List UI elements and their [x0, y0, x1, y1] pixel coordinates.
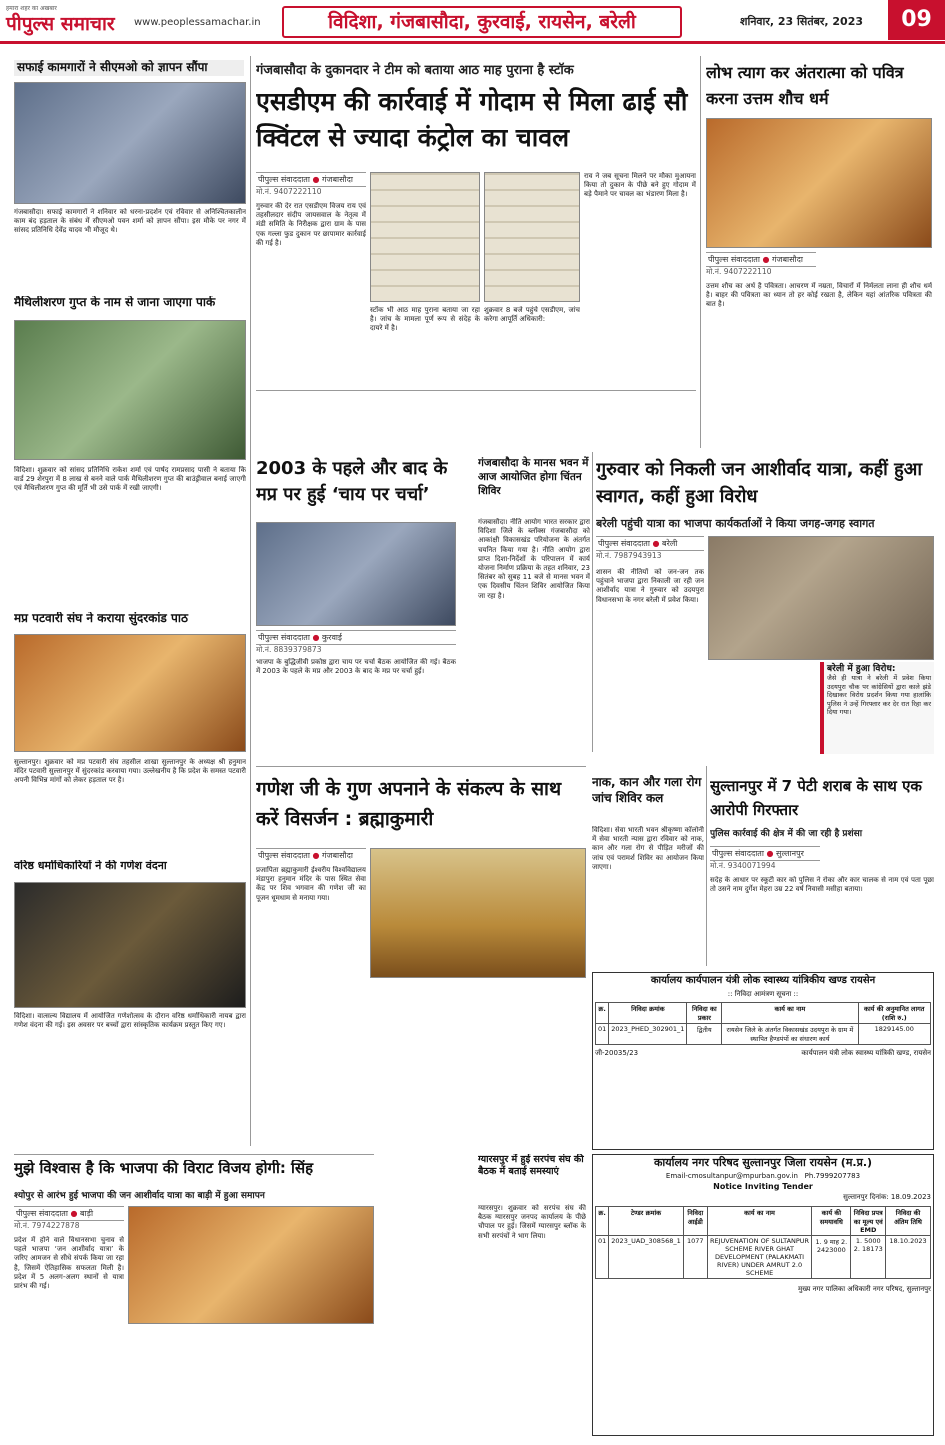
yatra-photo	[708, 536, 934, 660]
tender-phe-table: क्र. निविदा क्रमांक निविदा का प्रकार कार्य का नाम कार्य की अनुमानित लागत (राशि रु.) 01 2023_PHED_302901_1 द्वितीय रायसेन जिले के अंतर्गत विकासखंड उदयपुरा के ग्राम में स्थापित हैण्डपंपों का संधारण कार्य 1829145.00	[595, 1002, 931, 1045]
liquor-headline[interactable]: सुल्तानपुर में 7 पेटी शराब के साथ एक आरोपी गिरफ्तार	[710, 777, 922, 819]
bjp-sub: श्योपुर से आरंभ हुई भाजपा की जन आशीर्वाद यात्रा का बाड़ी में हुआ समापन	[14, 1191, 265, 1201]
liquor-byline-box: पीपुल्स संवाददाता ● सुल्तानपुर मो.नं. 9340071994	[710, 846, 820, 872]
left-story-3-body: सुल्तानपुर। शुक्रवार को मप्र पटवारी संघ तहसील शाखा सुल्तानपुर के अध्यक्ष श्री हनुमान मंदिर पटवारी सुल्तानपुर में सुंदरकांड करवाया गया। उल्लेखनीय है कि प्रदेश के समस्त पटवारी अपनी विभिन्न मांगों को लेकर हड़ताल पर है।	[14, 758, 246, 785]
manas-body: गंजबासौदा। नीति आयोग भारत सरकार द्वारा विदिशा जिले के ब्लॉक्स गंजबासौदा को आकांक्षी विकासखंड परियोजना के अंतर्गत चयनित किया गया है। नीति आयोग द्वारा प्राप्त दिशा-निर्देशों के परिपालन में कार्य योजना निर्माण प्रक्रिया के तहत शनिवार, 23 सितंबर को सुबह 11 बजे से मानस भवन में एक दिवसीय चिंतन शिविर आयोजित किया जा रहा है।	[478, 518, 590, 600]
yatra-headline[interactable]: गुरुवार को निकली जन आशीर्वाद यात्रा, कहीं हुआ स्वागत, कहीं हुआ विरोध	[596, 459, 923, 507]
left-story-4-photo	[14, 882, 246, 1008]
dharma-headline[interactable]: लोभ त्याग कर अंतरात्मा को पवित्र करना उत्तम शौच धर्म	[706, 63, 904, 108]
left-story-3-photo	[14, 634, 246, 752]
chai-body: भाजपा के बुद्धिजीवी प्रकोष्ठ द्वारा चाय पर चर्चा बैठक आयोजित की गई। बैठक में 2003 के पहले के मप्र और 2003 के बाद के मप्र पर चर्चा हुई।	[256, 658, 456, 676]
ganesh-byline: पीपुल्स संवाददाता ● गंजबासौदा	[256, 848, 366, 862]
dharma-body: उत्तम शौच का अर्थ है पवित्रता। आचरण में नम्रता, विचारों में निर्मलता लाना ही शौच धर्म है। बाहर की पवित्रता का ध्यान तो हर कोई रखता है, लेकिन यहां आंतरिक पवित्रता की बात है।	[706, 282, 932, 309]
tender-phe: कार्यालय कार्यपालन यंत्री लोक स्वास्थ्य यांत्रिकीय खण्ड रायसेन :: निविदा आमंत्रण सूचना :: क्र. निविदा क्रमांक निविदा का प्रकार कार्य का नाम कार्य की अनुमानित लागत (राशि रु.) 01 2023_PHED_302901_1 द्वितीय रायसेन जिले के अंतर्गत विकासखंड उदयपुरा के ग्राम में स्थापित हैण्डपंपों का संधारण कार्य 1829145.00 जी-20035/23 कार्यपालन यंत्री लोक स्वास्थ्य यांत्रिकी खण्ड, रायसेन	[592, 972, 934, 1150]
yatra-sub: बरेली पहुंची यात्रा का भाजपा कार्यकर्ताओं ने किया जगह-जगह स्वागत	[596, 517, 875, 530]
region-title: विदिशा, गंजबासौदा, कुरवाई, रायसेन, बरेली	[282, 6, 682, 38]
tender-nagar-parishad-table: क्र. टेण्डर क्रमांक निविदा आईडी कार्य का नाम कार्य की समयावधि निविदा प्रपत्र का मूल्य एवं EMD निविदा की अंतिम तिथि 01 2023_UAD_308568_1 1077 REJUVENATION OF SULTANPUR SCHEME RIVER GHAT DEVELOPMENT (PALAKMATI RIVER) UNDER AMRUT 2.0 SCHEME 1. 9 माह 2. 2423000 1. 5000 2. 18173 18.10.2023	[595, 1206, 931, 1279]
left-story-2-headline: मैथिलीशरण गुप्त के नाम से जाना जाएगा पार्क	[14, 296, 216, 309]
ganesh-body: प्रजापिता ब्रह्माकुमारी ईश्वरीय विश्वविद्यालय मंडापुरा हनुमान मंदिर के पास स्थित सेवा केंद्र पर शिव भगवान की गणेश जी का पूजन धूमधाम से मनाया गया।	[256, 866, 366, 902]
logo-tagline: हमारा शहर का अखबार	[6, 5, 57, 12]
masthead	[0, 0, 945, 44]
lead-mobile: मो.नं. 9407222110	[256, 187, 322, 196]
issue-date: शनिवार, 23 सितंबर, 2023	[740, 15, 864, 28]
lead-body-1: गुरुवार की देर रात एसडीएम विजय राय एवं तहसीलदार संदीप जायसवाल के नेतृत्व में मंडी समिति के निरीक्षक द्वारा ग्राम के पास एक गल्ला फुड दुकान पर छापामार कार्रवाई की गई है।	[256, 202, 366, 247]
ganesh-headline[interactable]: गणेश जी के गुण अपनाने के संकल्प के साथ करें विसर्जन : ब्रह्माकुमारी	[256, 778, 562, 830]
lead-headline[interactable]: एसडीएम की कार्रवाई में गोदाम से मिला ढाई सौ क्विंटल से ज्यादा कंट्रोल का चावल	[256, 87, 688, 152]
liquor-sub: पुलिस कार्रवाई की क्षेत्र में की जा रही है प्रशंसा	[710, 829, 863, 839]
chai-byline-box	[256, 630, 456, 656]
lead-byline: पीपुल्स संवाददाता ● गंजबासौदा	[256, 172, 366, 187]
left-story-3-headline: मप्र पटवारी संघ ने कराया सुंदरकांड पाठ	[14, 612, 188, 625]
chai-byline: पीपुल्स संवाददाता ● कुरवाई	[256, 630, 456, 645]
sarpanch-headline[interactable]: ग्यारसपुर में हुई सरपंच संघ की बैठक में बताई समस्याएं	[478, 1154, 584, 1177]
dharma-byline-box: पीपुल्स संवाददाता ● गंजबासौदा मो.नं. 9407222110	[706, 252, 816, 278]
left-story-2-photo	[14, 320, 246, 460]
logo[interactable]	[6, 4, 278, 40]
lead-body-3: राव ने जब सूचना मिलने पर मौका मुआयना किया तो दुकान के पीछे बने हुए गोदाम में बड़े पैमाने पर चावल का भंडारण मिला है।	[584, 172, 696, 199]
chai-photo	[256, 522, 456, 626]
camp-headline[interactable]: नाक, कान और गला रोग जांच शिविर कल	[592, 775, 702, 805]
lead-byline-box	[256, 172, 366, 200]
lead-body-2: स्टॉक भी आठ माह पुराना बताया जा रहा है। जांच के मामला पूर्ण रूप से संदेह के दायरे में है।	[370, 306, 480, 333]
column-rule	[250, 56, 251, 1146]
bjp-photo	[128, 1206, 374, 1324]
chai-headline[interactable]: 2003 के पहले और बाद के मप्र पर हुई ‘चाय पर चर्चा’	[256, 458, 448, 505]
left-story-1-photo	[14, 82, 246, 204]
camp-body: विदिशा। सेवा भारती भवन श्रीकृष्णा कॉलोनी में सेवा भारती न्यास द्वारा रविवार को नाक, कान और गला रोग से पीड़ित मरीजों की जांच एवं परामर्श शिविर का आयोजन किया जाएगा।	[592, 826, 704, 871]
sarpanch-body: ग्यारसपुर। शुक्रवार को सरपंच संघ की बैठक ग्यारसपुर जनपद कार्यालय के पीछे चौपाल पर हुई। जिसमें ग्यारसपुर ब्लॉक के सभी सरपंचों ने भाग लिया।	[478, 1204, 586, 1240]
bjp-headline[interactable]: मुझे विश्वास है कि भाजपा की विराट विजय होगी: सिंह	[14, 1160, 314, 1177]
lead-photo-2	[484, 172, 580, 302]
lead-kicker: गंजबासौदा के दुकानदार ने टीम को बताया आठ माह पुराना है स्टॉक	[256, 63, 574, 78]
left-story-4-headline: वरिष्ठ धर्माधिकारियों ने की गणेश वंदना	[14, 860, 167, 872]
left-story-1-body: गंजबासौदा। सफाई कामगारों ने शनिवार को धरना-प्रदर्शन एवं रविवार से अनिश्चितकालीन काम बंद हड़ताल के संबंध में सीएमओ पवन शर्मा को ज्ञापन सौंपा। इस मौके पर नगर में सांसद प्रतिनिधि देवेंद्र यादव भी मौजूद थे।	[14, 208, 246, 235]
chai-mobile: मो.नं. 8839379873	[256, 645, 322, 654]
logo-text: पीपुल्स समाचार	[6, 13, 115, 35]
dharma-photo	[706, 118, 932, 248]
left-story-4-body: विदिशा। वात्सल्य विद्यालय में आयोजित गणेशोत्सव के दौरान वरिष्ठ धर्माधिकारी नायब द्वारा गणेश वंदना की गई। इस अवसर पर बच्चों द्वारा सांस्कृतिक कार्यक्रम प्रस्तुत किए गए।	[14, 1012, 246, 1030]
lead-sub: शुक्रवार 8 बजे पहुंचे एसडीएम, जांच करेगा आपूर्ति अधिकारी:	[484, 306, 580, 324]
yatra-protest-box: बरेली में हुआ विरोध: जैसे ही यात्रा ने बरेली में प्रवेश किया उदयपुरा चौक पर कांग्रेसियों द्वारा काले झंडे दिखाकर विरोध प्रदर्शन किया गया हालांकि पुलिस ने उन्हें गिरफ्तार कर देर रात रिहा कर दिया गया।	[820, 662, 934, 754]
bjp-byline-box: पीपुल्स संवाददाता ● बाड़ी मो.नं. 7974227878	[14, 1206, 124, 1232]
website-link[interactable]: www.peoplessamachar.in	[134, 17, 261, 28]
lead-photo-1	[370, 172, 480, 302]
left-story-2-body: विदिशा। शुक्रवार को सांसद प्रतिनिधि राकेश शर्मा एवं पार्षद रामप्रसाद पासी ने बताया कि वार्ड 29 शेरपुरा में 8 लाख से बनने वाले पार्क मैथिलीशरण गुप्त की बाउंड्रीवाल बनाई जाएगी एवं मैथिलीशरण गुप्त की मूर्ति भी उसे पार्क में रखी जाएगी।	[14, 466, 246, 493]
page-number: 09	[888, 0, 945, 40]
left-story-1-headline: सफाई कामगारों ने सीएमओ को ज्ञापन सौंपा	[14, 60, 244, 76]
ganesh-photo	[370, 848, 586, 978]
yatra-byline-box: पीपुल्स संवाददाता ● बरेली मो.नं. 7987943913	[596, 536, 704, 564]
bjp-body: प्रदेश में होने वाले विधानसभा चुनाव से पहले भाजपा ‘जन आशीर्वाद यात्रा’ के जरिए आमजन से सीधे संपर्क किया जा रहा है, जिसमें ऐतिहासिक सफलता मिली है। प्रदेश में 5 अलग-अलग स्थानों से यात्रा प्रारंभ की गई।	[14, 1236, 124, 1291]
manas-headline[interactable]: गंजबासौदा के मानस भवन में आज आयोजित होगा चिंतन शिविर	[478, 457, 589, 497]
liquor-body: सदेह के आधार पर स्कूटी कार को पुलिस ने रोका और कार चालक से नाम एवं पता पूछा तो उसने नाम दुर्गेश मेहरा उम्र 22 वर्ष निवासी मसीहा बताया।	[710, 876, 934, 894]
yatra-body: शासन की नीतियों को जन-जन तक पहुंचाने भाजपा द्वारा निकाली जा रही जन आशीर्वाद यात्रा ने गुरुवार को उदयपुरा विधानसभा के नगर बरेली में प्रवेश किया।	[596, 568, 704, 604]
tender-nagar-parishad: कार्यालय नगर परिषद सुल्तानपुर जिला रायसेन (म.प्र.) Email-cmosultanpur@mpurban.gov.in Ph.7999207783 Notice Inviting Tender सुल्तानपुर दिनांक: 18.09.2023 क्र. टेण्डर क्रमांक निविदा आईडी कार्य का नाम कार्य की समयावधि निविदा प्रपत्र का मूल्य एवं EMD निविदा की अंतिम तिथि 01 2023_UAD_308568_1 1077 REJUVENATION OF SULTANPUR SCHEME RIVER GHAT DEVELOPMENT (PALAKMATI RIVER) UNDER AMRUT 2.0 SCHEME 1. 9 माह 2. 2423000 1. 5000 2. 18173 18.10.2023 मुख्य नगर पालिका अधिकारी नगर परिषद, सुल्तानपुर	[592, 1154, 934, 1436]
